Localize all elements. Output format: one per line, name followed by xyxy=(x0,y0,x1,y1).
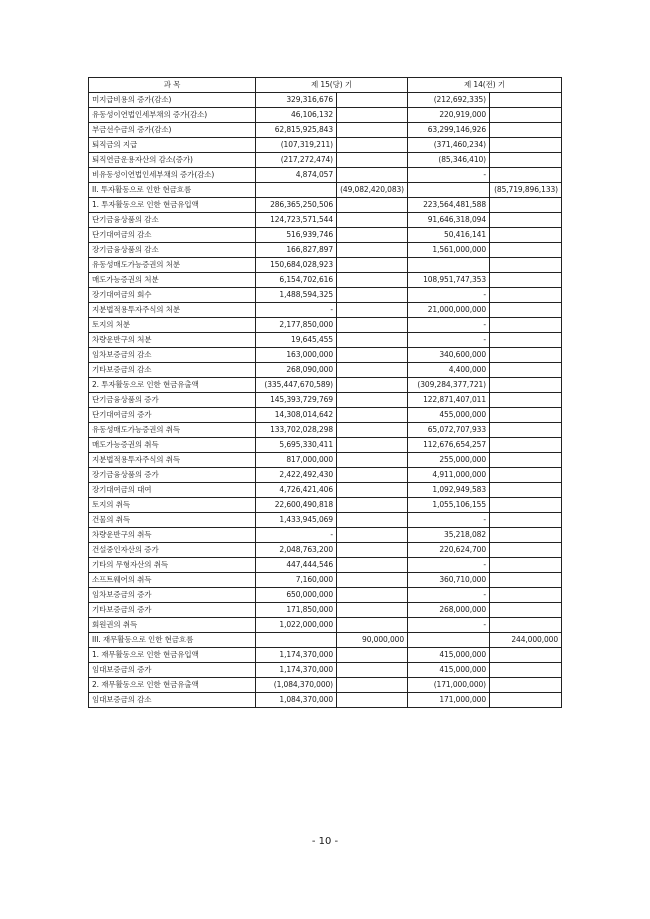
current-total-amount xyxy=(337,138,408,153)
table-row xyxy=(89,123,562,138)
prior-detail-amount: 360,710,000 xyxy=(408,573,490,588)
table-row xyxy=(89,498,562,513)
current-detail-amount: 268,090,000 xyxy=(256,363,337,378)
page-number: - 10 - xyxy=(311,836,339,847)
prior-total-amount xyxy=(490,453,562,468)
row-label: 장기대여금의 대여 xyxy=(89,483,256,498)
prior-detail-amount: 63,299,146,926 xyxy=(408,123,490,138)
prior-detail-amount: - xyxy=(408,318,490,333)
prior-total-amount xyxy=(490,648,562,663)
row-label: 임대보증금의 감소 xyxy=(89,693,256,708)
current-total-amount xyxy=(337,438,408,453)
prior-detail-amount xyxy=(408,633,490,648)
row-label: 장기금융상품의 증가 xyxy=(89,468,256,483)
row-label: 유동성매도가능증권의 처분 xyxy=(89,258,256,273)
prior-total-amount xyxy=(490,408,562,423)
current-detail-amount: 163,000,000 xyxy=(256,348,337,363)
row-label: 회원권의 취득 xyxy=(89,618,256,633)
current-total-amount xyxy=(337,243,408,258)
current-detail-amount: 1,174,370,000 xyxy=(256,663,337,678)
prior-detail-amount: (212,692,335) xyxy=(408,93,490,108)
current-total-amount xyxy=(337,588,408,603)
prior-total-amount xyxy=(490,573,562,588)
prior-detail-amount: - xyxy=(408,168,490,183)
current-detail-amount: (217,272,474) xyxy=(256,153,337,168)
current-total-amount xyxy=(337,108,408,123)
current-detail-amount: 150,684,028,923 xyxy=(256,258,337,273)
prior-total-amount xyxy=(490,558,562,573)
row-label: 단기금융상품의 증가 xyxy=(89,393,256,408)
current-detail-amount: 1,022,000,000 xyxy=(256,618,337,633)
prior-total-amount xyxy=(490,108,562,123)
prior-detail-amount: 415,000,000 xyxy=(408,663,490,678)
current-total-amount xyxy=(337,153,408,168)
current-detail-amount: 22,600,490,818 xyxy=(256,498,337,513)
current-detail-amount xyxy=(256,183,337,198)
row-label: 토지의 취득 xyxy=(89,498,256,513)
current-detail-amount: 166,827,897 xyxy=(256,243,337,258)
current-detail-amount: 145,393,729,769 xyxy=(256,393,337,408)
current-detail-amount: (107,319,211) xyxy=(256,138,337,153)
row-label: II. 투자활동으로 인한 현금흐름 xyxy=(89,183,256,198)
current-total-amount: 90,000,000 xyxy=(337,633,408,648)
prior-total-amount xyxy=(490,528,562,543)
prior-total-amount xyxy=(490,303,562,318)
prior-detail-amount: (309,284,377,721) xyxy=(408,378,490,393)
prior-detail-amount: - xyxy=(408,513,490,528)
row-label: 임차보증금의 증가 xyxy=(89,588,256,603)
prior-total-amount xyxy=(490,273,562,288)
table-row xyxy=(89,168,562,183)
current-total-amount xyxy=(337,483,408,498)
current-detail-amount: 46,106,132 xyxy=(256,108,337,123)
current-total-amount xyxy=(337,573,408,588)
current-total-amount xyxy=(337,258,408,273)
row-label: 건물의 취득 xyxy=(89,513,256,528)
table-row xyxy=(89,258,562,273)
current-total-amount xyxy=(337,618,408,633)
row-label: 퇴직연금운용자산의 감소(증가) xyxy=(89,153,256,168)
row-label: 1. 재무활동으로 인한 현금유입액 xyxy=(89,648,256,663)
table-row xyxy=(89,273,562,288)
current-total-amount xyxy=(337,378,408,393)
prior-detail-amount: 21,000,000,000 xyxy=(408,303,490,318)
current-detail-amount: 2,422,492,430 xyxy=(256,468,337,483)
prior-detail-amount: 91,646,318,094 xyxy=(408,213,490,228)
current-detail-amount: 62,815,925,843 xyxy=(256,123,337,138)
current-detail-amount: 447,444,546 xyxy=(256,558,337,573)
prior-period-header: 제 14(전) 기 xyxy=(408,78,562,93)
current-total-amount xyxy=(337,513,408,528)
prior-total-amount xyxy=(490,468,562,483)
current-detail-amount xyxy=(256,633,337,648)
prior-total-amount xyxy=(490,393,562,408)
prior-detail-amount: 223,564,481,588 xyxy=(408,198,490,213)
current-total-amount xyxy=(337,198,408,213)
table-row xyxy=(89,483,562,498)
row-label: 기타보증금의 감소 xyxy=(89,363,256,378)
table-row xyxy=(89,243,562,258)
table-row xyxy=(89,633,562,648)
prior-detail-amount: - xyxy=(408,558,490,573)
prior-detail-amount: - xyxy=(408,288,490,303)
row-label: 유동성이연법인세부채의 증가(감소) xyxy=(89,108,256,123)
prior-detail-amount: - xyxy=(408,618,490,633)
table-row xyxy=(89,453,562,468)
table-row xyxy=(89,513,562,528)
table-row xyxy=(89,663,562,678)
current-detail-amount: 650,000,000 xyxy=(256,588,337,603)
table-row xyxy=(89,153,562,168)
current-total-amount xyxy=(337,408,408,423)
table-row xyxy=(89,333,562,348)
current-total-amount xyxy=(337,213,408,228)
prior-detail-amount: 65,072,707,933 xyxy=(408,423,490,438)
table-row xyxy=(89,573,562,588)
prior-total-amount xyxy=(490,438,562,453)
prior-detail-amount: 455,000,000 xyxy=(408,408,490,423)
row-label: 매도가능증권의 취득 xyxy=(89,438,256,453)
current-detail-amount: 171,850,000 xyxy=(256,603,337,618)
row-label: 2. 재무활동으로 인한 현금유출액 xyxy=(89,678,256,693)
current-total-amount xyxy=(337,663,408,678)
table-row xyxy=(89,393,562,408)
prior-total-amount xyxy=(490,318,562,333)
current-total-amount xyxy=(337,693,408,708)
table-row xyxy=(89,558,562,573)
prior-total-amount xyxy=(490,693,562,708)
prior-detail-amount: (371,460,234) xyxy=(408,138,490,153)
prior-total-amount xyxy=(490,213,562,228)
table-row xyxy=(89,543,562,558)
row-label: 미지급비용의 증가(감소) xyxy=(89,93,256,108)
current-detail-amount: 1,084,370,000 xyxy=(256,693,337,708)
row-label: 토지의 처분 xyxy=(89,318,256,333)
prior-detail-amount: 122,871,407,011 xyxy=(408,393,490,408)
prior-total-amount xyxy=(490,348,562,363)
row-label: 단기대여금의 감소 xyxy=(89,228,256,243)
current-total-amount xyxy=(337,558,408,573)
table-body xyxy=(89,93,562,708)
current-total-amount xyxy=(337,288,408,303)
table-header-row xyxy=(89,78,562,93)
current-detail-amount: 1,174,370,000 xyxy=(256,648,337,663)
row-label: 임차보증금의 감소 xyxy=(89,348,256,363)
row-label: 장기대여금의 회수 xyxy=(89,288,256,303)
table-row xyxy=(89,588,562,603)
prior-total-amount xyxy=(490,153,562,168)
current-detail-amount: 6,154,702,616 xyxy=(256,273,337,288)
prior-detail-amount xyxy=(408,183,490,198)
prior-total-amount: (85,719,896,133) xyxy=(490,183,562,198)
prior-detail-amount: 4,400,000 xyxy=(408,363,490,378)
current-detail-amount: 4,726,421,406 xyxy=(256,483,337,498)
prior-detail-amount: - xyxy=(408,588,490,603)
prior-detail-amount xyxy=(408,258,490,273)
current-total-amount xyxy=(337,93,408,108)
prior-detail-amount: - xyxy=(408,333,490,348)
row-label: 기타의 무형자산의 취득 xyxy=(89,558,256,573)
current-total-amount xyxy=(337,123,408,138)
prior-total-amount xyxy=(490,333,562,348)
current-detail-amount: 2,177,850,000 xyxy=(256,318,337,333)
table-row xyxy=(89,363,562,378)
prior-detail-amount: 220,919,000 xyxy=(408,108,490,123)
current-detail-amount: 133,702,028,298 xyxy=(256,423,337,438)
current-total-amount xyxy=(337,168,408,183)
table-row xyxy=(89,348,562,363)
prior-detail-amount: 255,000,000 xyxy=(408,453,490,468)
table-row xyxy=(89,318,562,333)
row-label: 비유동성이연법인세부채의 증가(감소) xyxy=(89,168,256,183)
table-row xyxy=(89,108,562,123)
row-label: 장기금융상품의 감소 xyxy=(89,243,256,258)
table-row xyxy=(89,213,562,228)
current-detail-amount: 19,645,455 xyxy=(256,333,337,348)
table-row xyxy=(89,603,562,618)
table-row xyxy=(89,303,562,318)
cash-flow-table xyxy=(88,77,562,708)
current-detail-amount: - xyxy=(256,303,337,318)
current-detail-amount: 4,874,057 xyxy=(256,168,337,183)
current-detail-amount: (335,447,670,589) xyxy=(256,378,337,393)
prior-total-amount xyxy=(490,588,562,603)
table-row xyxy=(89,678,562,693)
prior-total-amount xyxy=(490,618,562,633)
prior-detail-amount: 35,218,082 xyxy=(408,528,490,543)
table-row xyxy=(89,438,562,453)
prior-total-amount xyxy=(490,138,562,153)
current-detail-amount: 2,048,763,200 xyxy=(256,543,337,558)
current-total-amount xyxy=(337,528,408,543)
prior-total-amount xyxy=(490,288,562,303)
row-label: 부금선수금의 증가(감소) xyxy=(89,123,256,138)
prior-total-amount xyxy=(490,603,562,618)
table-row xyxy=(89,288,562,303)
current-detail-amount: 14,308,014,642 xyxy=(256,408,337,423)
prior-total-amount xyxy=(490,543,562,558)
prior-detail-amount: (85,346,410) xyxy=(408,153,490,168)
prior-detail-amount: 108,951,747,353 xyxy=(408,273,490,288)
current-total-amount xyxy=(337,468,408,483)
row-label: 지분법적용투자주식의 취득 xyxy=(89,453,256,468)
row-label: 1. 투자활동으로 인한 현금유입액 xyxy=(89,198,256,213)
current-period-header: 제 15(당) 기 xyxy=(256,78,408,93)
prior-detail-amount: 340,600,000 xyxy=(408,348,490,363)
prior-total-amount xyxy=(490,663,562,678)
current-detail-amount: 1,433,945,069 xyxy=(256,513,337,528)
table-row xyxy=(89,618,562,633)
table-row xyxy=(89,693,562,708)
row-label: 소프트웨어의 취득 xyxy=(89,573,256,588)
current-total-amount xyxy=(337,228,408,243)
prior-detail-amount: 268,000,000 xyxy=(408,603,490,618)
table-row xyxy=(89,408,562,423)
table-row xyxy=(89,228,562,243)
prior-detail-amount: 220,624,700 xyxy=(408,543,490,558)
prior-detail-amount: 4,911,000,000 xyxy=(408,468,490,483)
prior-total-amount xyxy=(490,678,562,693)
prior-detail-amount: 1,561,000,000 xyxy=(408,243,490,258)
row-label: 임대보증금의 증가 xyxy=(89,663,256,678)
current-total-amount xyxy=(337,348,408,363)
row-label: 지분법적용투자주식의 처분 xyxy=(89,303,256,318)
subject-header: 과 목 xyxy=(89,78,256,93)
prior-total-amount xyxy=(490,423,562,438)
prior-total-amount xyxy=(490,123,562,138)
current-total-amount xyxy=(337,453,408,468)
current-detail-amount: 817,000,000 xyxy=(256,453,337,468)
table-row xyxy=(89,378,562,393)
prior-total-amount xyxy=(490,513,562,528)
prior-detail-amount: 112,676,654,257 xyxy=(408,438,490,453)
prior-detail-amount: 1,055,106,155 xyxy=(408,498,490,513)
current-total-amount xyxy=(337,498,408,513)
row-label: 단기금융상품의 감소 xyxy=(89,213,256,228)
table-row xyxy=(89,468,562,483)
row-label: III. 재무활동으로 인한 현금흐름 xyxy=(89,633,256,648)
row-label: 차량운반구의 처분 xyxy=(89,333,256,348)
current-total-amount xyxy=(337,393,408,408)
current-detail-amount: - xyxy=(256,528,337,543)
current-total-amount xyxy=(337,303,408,318)
current-total-amount xyxy=(337,273,408,288)
current-detail-amount: 1,488,594,325 xyxy=(256,288,337,303)
prior-total-amount xyxy=(490,93,562,108)
prior-detail-amount: 171,000,000 xyxy=(408,693,490,708)
table-row xyxy=(89,138,562,153)
current-detail-amount: 124,723,571,544 xyxy=(256,213,337,228)
current-total-amount xyxy=(337,678,408,693)
current-detail-amount: 5,695,330,411 xyxy=(256,438,337,453)
prior-detail-amount: (171,000,000) xyxy=(408,678,490,693)
prior-total-amount xyxy=(490,498,562,513)
current-detail-amount: 516,939,746 xyxy=(256,228,337,243)
table-row xyxy=(89,93,562,108)
prior-total-amount xyxy=(490,483,562,498)
current-total-amount: (49,082,420,083) xyxy=(337,183,408,198)
current-total-amount xyxy=(337,333,408,348)
prior-total-amount xyxy=(490,198,562,213)
table-row xyxy=(89,183,562,198)
current-total-amount xyxy=(337,423,408,438)
prior-total-amount xyxy=(490,258,562,273)
current-detail-amount: 329,316,676 xyxy=(256,93,337,108)
prior-detail-amount: 50,416,141 xyxy=(408,228,490,243)
row-label: 단기대여금의 증가 xyxy=(89,408,256,423)
prior-total-amount xyxy=(490,168,562,183)
prior-total-amount: 244,000,000 xyxy=(490,633,562,648)
current-detail-amount: 286,365,250,506 xyxy=(256,198,337,213)
row-label: 퇴직금의 지급 xyxy=(89,138,256,153)
row-label: 건설중인자산의 증가 xyxy=(89,543,256,558)
table-row xyxy=(89,198,562,213)
current-total-amount xyxy=(337,603,408,618)
current-detail-amount: 7,160,000 xyxy=(256,573,337,588)
prior-detail-amount: 415,000,000 xyxy=(408,648,490,663)
prior-detail-amount: 1,092,949,583 xyxy=(408,483,490,498)
row-label: 차량운반구의 취득 xyxy=(89,528,256,543)
table-row xyxy=(89,648,562,663)
row-label: 2. 투자활동으로 인한 현금유출액 xyxy=(89,378,256,393)
current-detail-amount: (1,084,370,000) xyxy=(256,678,337,693)
prior-total-amount xyxy=(490,228,562,243)
prior-total-amount xyxy=(490,378,562,393)
row-label: 매도가능증권의 처분 xyxy=(89,273,256,288)
current-total-amount xyxy=(337,318,408,333)
current-total-amount xyxy=(337,543,408,558)
current-total-amount xyxy=(337,648,408,663)
prior-total-amount xyxy=(490,243,562,258)
row-label: 유동성매도가능증권의 취득 xyxy=(89,423,256,438)
row-label: 기타보증금의 증가 xyxy=(89,603,256,618)
prior-total-amount xyxy=(490,363,562,378)
table-row xyxy=(89,528,562,543)
current-total-amount xyxy=(337,363,408,378)
table-row xyxy=(89,423,562,438)
